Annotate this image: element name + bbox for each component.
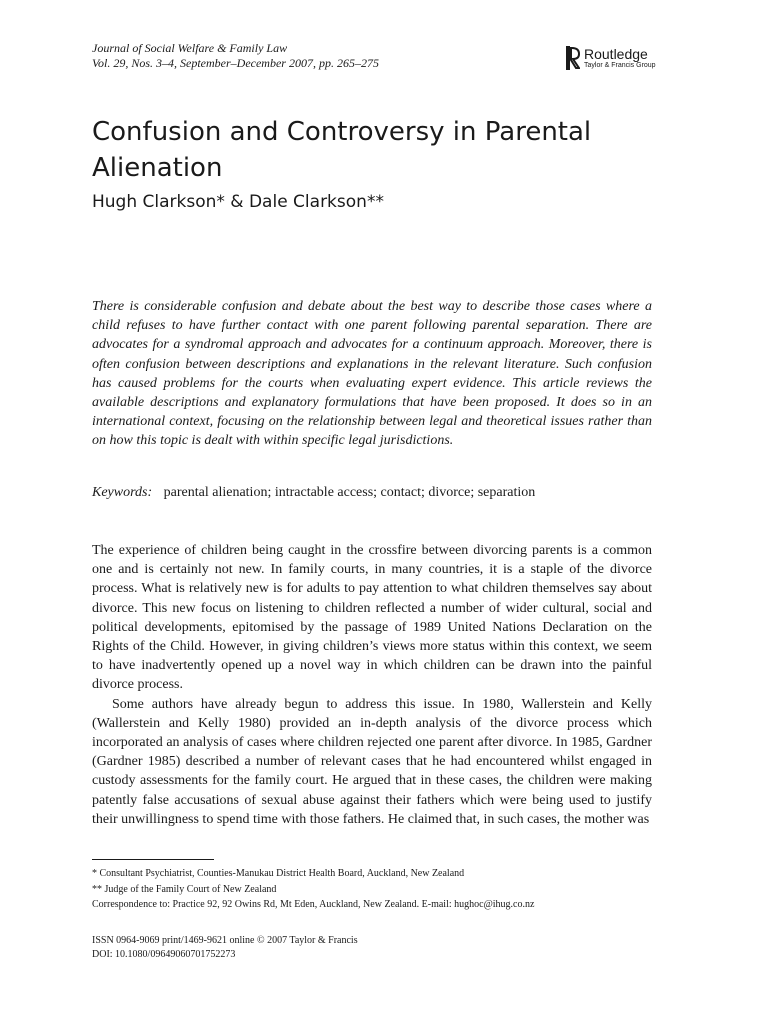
publisher-name: Routledge (584, 45, 648, 62)
footnotes (92, 866, 534, 913)
journal-citation: Vol. 29, Nos. 3–4, September–December 2007, pp. 265–275 (92, 56, 379, 70)
article-title: Confusion and Controversy in Parental Alienation (92, 117, 592, 183)
footnote-author-2: ** Judge of the Family Court of New Zealand (92, 883, 277, 895)
issn-line: ISSN 0964-9069 print/1469-9621 online © 2007 Taylor & Francis (92, 935, 358, 946)
journal-name: Journal of Social Welfare & Family Law (92, 41, 288, 55)
article-authors: Hugh Clarkson* & Dale Clarkson** (92, 192, 384, 212)
journal-header (92, 41, 379, 71)
publisher-group: Taylor & Francis Group (584, 61, 656, 69)
routledge-logo-icon (566, 46, 580, 70)
keywords-list: parental alienation; intractable access; contact; divorce; separation (163, 485, 536, 500)
keywords (92, 485, 535, 501)
footnote-correspondence: Correspondence to: Practice 92, 92 Owins Rd, Mt Eden, Auckland, New Zealand. E-mail: hughoc@ihug.co.nz (92, 899, 535, 910)
abstract: There is considerable confusion and debate about the best way to describe those cases where a child refuses to have further contact with one parent following parental separation. There are advocates for a syndromal approach and advocates for a continuum approach. Moreover, there is often confusion between descriptions and explanations in the relevant literature. Such confusion has caused problems for the courts when evaluating expert evidence. This article reviews the available descriptions and explanatory formulations that have been proposed. It does so in an international context, focusing on the relationship between legal and theoretical issues rather than on how this topic is dealt with within specific legal jurisdictions. (92, 299, 652, 449)
body-paragraph-1: The experience of children being caught in the crossfire between divorcing parents is a common one and is certainly not new. In family courts, in many countries, it is a staple of the divorce process. What is relatively new is for adults to pay attention to what children themselves say about divorce. This new focus on listening to children reflected a number of wider cultural, social and political developments, epitomised by the passage of 1989 United Nations Declaration on the Rights of the Child. However, in giving children’s views more status within this context, we seem to have inadvertently opened up a novel way in which children can be drawn into the painful divorce process. (92, 543, 652, 693)
doi-line: DOI: 10.1080/09649060701752273 (92, 949, 236, 960)
footnote-divider (92, 859, 214, 860)
body-paragraph-2: Some authors have already begun to address this issue. In 1980, Wallerstein and Kelly (Wallerstein and Kelly 1980) provided an in-depth analysis of the divorce process which incorporated an analysis of cases where children rejected one parent after divorce. In 1985, Gardner (Gardner 1985) described a number of relevant cases that he had encountered whilst engaged in custody assessments for the family court. He argued that in these cases, the children were making patently false accusations of sexual abuse against their fathers which were being used to justify their unwillingness to spend time with those fathers. He claimed that, in such cases, the mother was (92, 696, 652, 827)
page-footer (92, 934, 358, 962)
keywords-label: Keywords: (92, 485, 153, 500)
footnote-author-1: * Consultant Psychiatrist, Counties-Manukau District Health Board, Auckland, New Zealand (92, 868, 465, 879)
publisher-logo (566, 46, 656, 70)
body-text (92, 541, 652, 829)
